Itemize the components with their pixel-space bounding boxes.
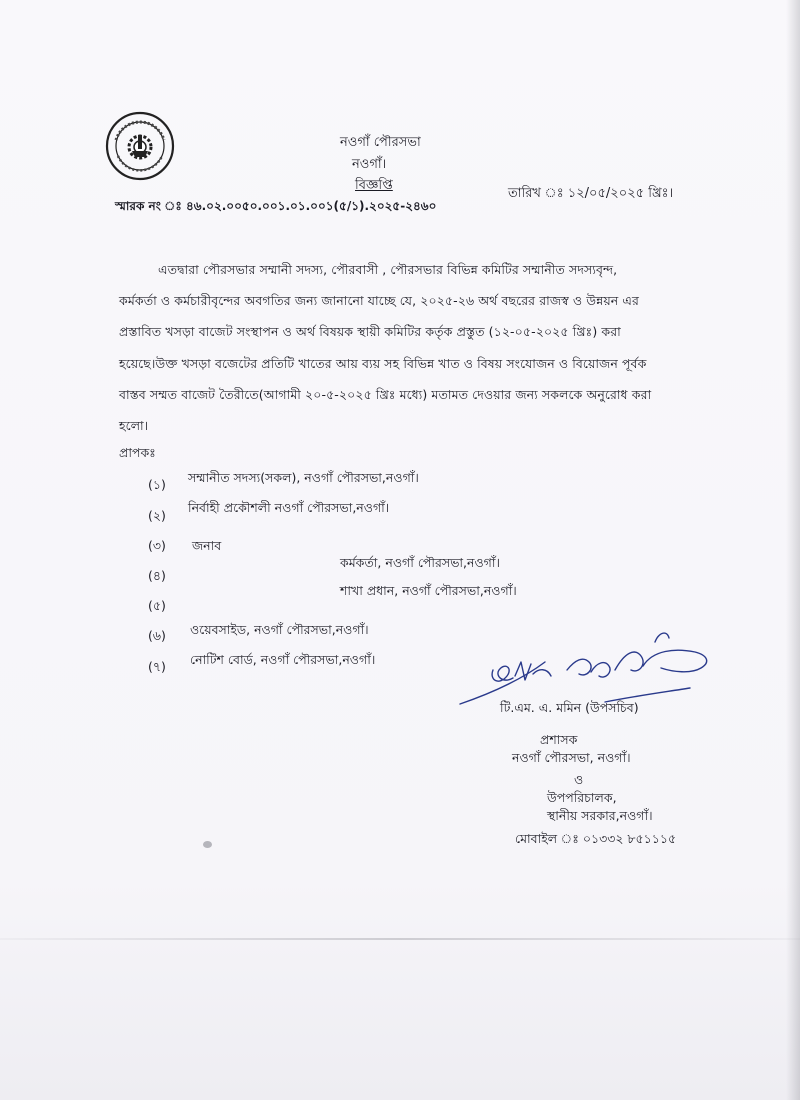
recipient-number: (৬) (148, 628, 166, 643)
ink-smudge (203, 841, 212, 848)
recipient-text: ওয়েবসাইড, নওগাঁ পৌরসভা,নওগাঁ। (190, 622, 369, 637)
recipient-text: সম্মানীত সদস্য(সকল), নওগাঁ পৌরসভা,নওগাঁ। (188, 470, 419, 485)
municipality-seal-icon (104, 110, 176, 182)
body-line: এতদ্বারা পৌরসভার সম্মানী সদস্য, পৌরবাসী , পৌরসভার বিভিন্ন কমিটির সম্মানীত সদস্যবৃন্দ, (158, 262, 618, 277)
signatory-name: টি.এম. এ. মমিন (উপসচিব) (500, 700, 639, 715)
signatory-office-2: স্থানীয় সরকার,নওগাঁ। (547, 808, 653, 823)
recipient-text: নোটিশ বোর্ড, নওগাঁ পৌরসভা,নওগাঁ। (190, 652, 376, 667)
body-line: হলো। (119, 418, 149, 433)
signatory-mobile: মোবাইল ঃ ০১৩৩২ ৮৫১১১৫ (515, 831, 677, 846)
notice-date: তারিখ ঃ ১২/০৫/২০২৫ খ্রিঃ। (508, 186, 674, 201)
body-line: বাস্তব সম্মত বাজেট তৈরীতে(আগামী ২০-৫-২০২৫ খ্রিঃ মধ্যে) মতামত দেওয়ার জন্য সকলকে অনুরোধ করা (119, 387, 652, 402)
recipient-number: (১) (148, 477, 166, 492)
recipient-text: জনাব (192, 538, 222, 553)
body-line: প্রস্তাবিত খসড়া বাজেট সংস্থাপন ও অর্থ বিষয়ক স্থায়ী কমিটির কর্তৃক প্রস্তুত (১২-০৫-২০২৫ খ্রিঃ) করা (119, 324, 621, 339)
body-line: কর্মকর্তা ও কর্মচারীবৃন্দের অবগতির জন্য জানানো যাচ্ছে যে, ২০২৫-২৬ অর্থ বছরের রাজস্ব ও উন্নয়ন এর (119, 293, 640, 308)
org-name: নওগাঁ পৌরসভা (340, 135, 421, 150)
recipients-label: প্রাপকঃ (119, 445, 156, 460)
recipient-number: (৫) (148, 598, 166, 613)
paper-fold-line (0, 938, 800, 940)
recipient-number: (৪) (148, 568, 166, 583)
signatory-office: নওগাঁ পৌরসভা, নওগাঁ। (512, 750, 631, 765)
signatory-and: ও (574, 772, 584, 787)
scan-edge-shadow (786, 0, 800, 1100)
signatory-title-2: উপপরিচালক, (547, 790, 617, 805)
recipient-number: (৭) (148, 659, 166, 674)
recipient-text: শাখা প্রধান, নওগাঁ পৌরসভা,নওগাঁ। (340, 583, 517, 598)
memo-number: স্মারক নং ঃ ৪৬.০২.০০৫০.০০১.০১.০০১(৫/১).২০২৫-২৪৬০ (115, 199, 437, 213)
recipient-number: (২) (148, 508, 166, 523)
body-line: হয়েছে।উক্ত খসড়া বজেটের প্রতিটি খাতের আয় ব্যয় সহ বিভিন্ন খাত ও বিষয় সংযোজন ও বিয়োজন পূর্বক (119, 356, 647, 371)
recipient-number: (৩) (148, 538, 166, 553)
notice-title: বিজ্ঞপ্তি (355, 178, 393, 193)
signatory-title: প্রশাসক (540, 732, 578, 747)
handwritten-signature (455, 622, 725, 712)
org-city: নওগাঁ। (352, 157, 387, 172)
recipient-text: কর্মকর্তা, নওগাঁ পৌরসভা,নওগাঁ। (340, 555, 500, 570)
recipient-text: নির্বাহী প্রকৌশলী নওগাঁ পৌরসভা,নওগাঁ। (188, 500, 390, 515)
